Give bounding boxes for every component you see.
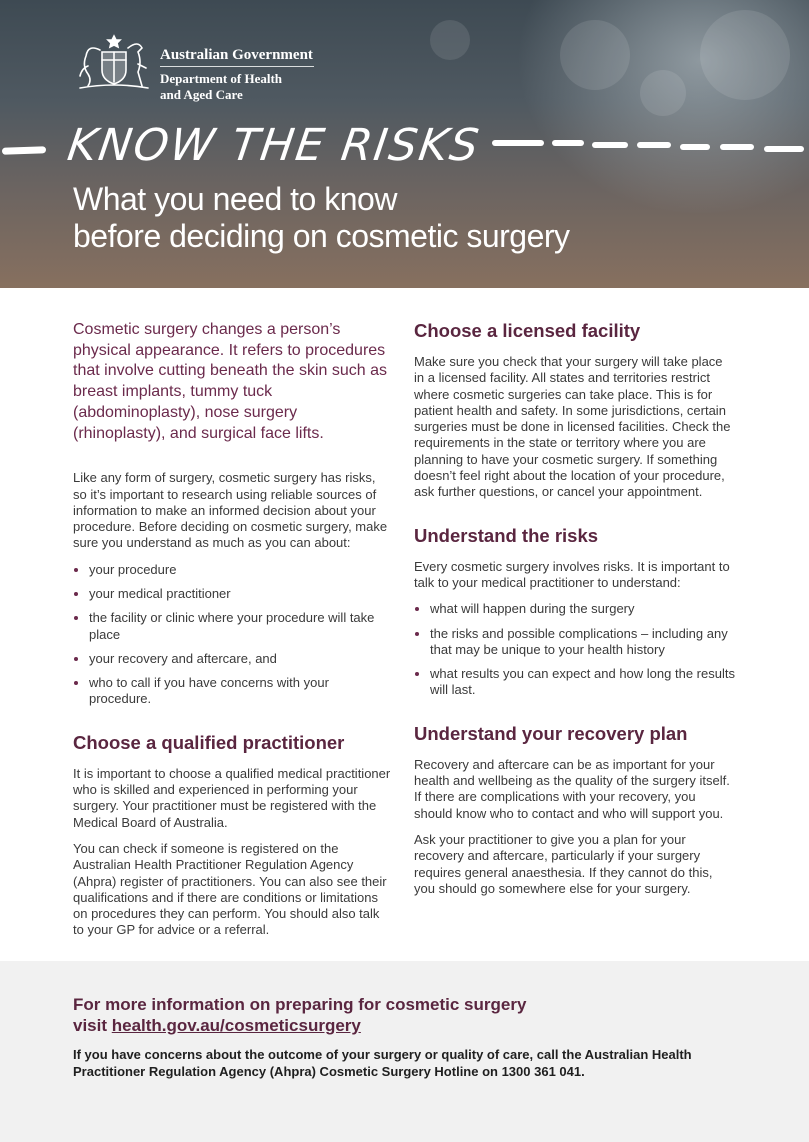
practitioner-paragraph-2: You can check if someone is registered on the Australian Health Practitioner Regulation Agency (Ahpra) register of practitioners. You can also see their qualifications and if there are conditions or limitations on procedures they can perform. You should also talk to your GP for advice or a referral. <box>73 840 387 938</box>
list-item: your recovery and aftercare, and <box>73 651 391 667</box>
brush-dash <box>2 146 46 155</box>
list-item: the facility or clinic where your procedure will take place <box>73 610 391 643</box>
left-column <box>73 320 391 949</box>
department-name-line2: and Aged Care <box>160 87 243 102</box>
page-subtitle <box>73 181 570 255</box>
risks-paragraph: Like any form of surgery, cosmetic surgery has risks, so it’s important to research using reliable sources of information to make an informed decision about your procedure. Before deciding on cosmetic surgery, make sure you understand as much as you can about: <box>73 470 388 551</box>
coat-of-arms-icon <box>74 32 154 92</box>
list-item: who to call if you have concerns with your procedure. <box>73 675 391 708</box>
subtitle-line1: What you need to know <box>73 181 397 217</box>
bokeh-light <box>640 70 686 116</box>
practitioner-paragraph-1: It is important to choose a qualified medical practitioner who is skilled and experienced in performing your surgery. Your practitioner must be registered with the Medical Board of Australia. <box>73 765 391 830</box>
footer-title <box>73 994 526 1036</box>
hotline-note: If you have concerns about the outcome of your surgery or quality of care, call the Australian Health Practitioner Regulation Agency (Ahpra) Cosmetic Surgery Hotline on 1300 361 041. <box>73 1047 692 1079</box>
list-item: your procedure <box>73 562 391 578</box>
government-logo-text <box>160 46 314 103</box>
list-item: what results you can expect and how long the results will last. <box>414 666 736 699</box>
recovery-paragraph-1: Recovery and aftercare can be as important for your health and wellbeing as the quality of the surgery itself. If there are complications with your recovery, you should know who to contact and who will support you. <box>414 756 730 821</box>
footer-visit-line <box>73 1015 526 1036</box>
section-heading-recovery: Understand your recovery plan <box>414 722 688 744</box>
cosmetic-surgery-link[interactable]: health.gov.au/cosmeticsurgery <box>111 1016 361 1035</box>
brush-dashes <box>492 135 809 153</box>
risks-intro-paragraph: Every cosmetic surgery involves risks. It is important to talk to your medical practitioner to understand: <box>414 558 730 590</box>
list-item: what will happen during the surgery <box>414 601 736 617</box>
subtitle-line2: before deciding on cosmetic surgery <box>73 218 570 254</box>
recovery-paragraph-2: Ask your practitioner to give you a plan for your recovery and aftercare, particularly if your surgery requires general anaesthesia. If they cannot do this, you should go somewhere else for your surgery. <box>414 831 713 896</box>
department-name-line1: Department of Health <box>160 71 283 86</box>
understand-list <box>73 562 391 708</box>
footer-title-line1: For more information on preparing for cosmetic surgery <box>73 995 527 1014</box>
visit-label: visit <box>73 1016 112 1035</box>
section-heading-facility: Choose a licensed facility <box>414 320 641 341</box>
header-banner <box>0 0 809 288</box>
banner-heading: KNOW THE RISKS <box>64 120 484 171</box>
facility-paragraph: Make sure you check that your surgery will take place in a licensed facility. All states and territories restrict where cosmetic surgeries can take place. This is for patient health and safety. In some jurisdictions, certain surgeries must be done in licensed facilities. Check the requirements in the state or territory where you are planning to have your cosmetic surgery. If something doesn’t feel right about the location of your procedure, ask further questions, or cancel your appointment. <box>414 354 731 500</box>
intro-paragraph: Cosmetic surgery changes a person’s physical appearance. It refers to procedures that involve cutting beneath the skin such as breast implants, tummy tuck (abdominoplasty), nose surgery (rhinoplasty), and surgical face lifts. <box>73 321 387 442</box>
list-item: the risks and possible complications – including any that may be unique to your health history <box>414 626 736 659</box>
bokeh-light <box>560 20 630 90</box>
gov-name: Australian Government <box>160 46 314 67</box>
right-column <box>414 320 736 907</box>
risks-list <box>414 601 736 698</box>
section-heading-risks: Understand the risks <box>414 524 599 546</box>
bokeh-light <box>700 10 790 100</box>
list-item: your medical practitioner <box>73 586 391 602</box>
section-heading-practitioner: Choose a qualified practitioner <box>73 731 345 753</box>
bokeh-light <box>430 20 470 60</box>
